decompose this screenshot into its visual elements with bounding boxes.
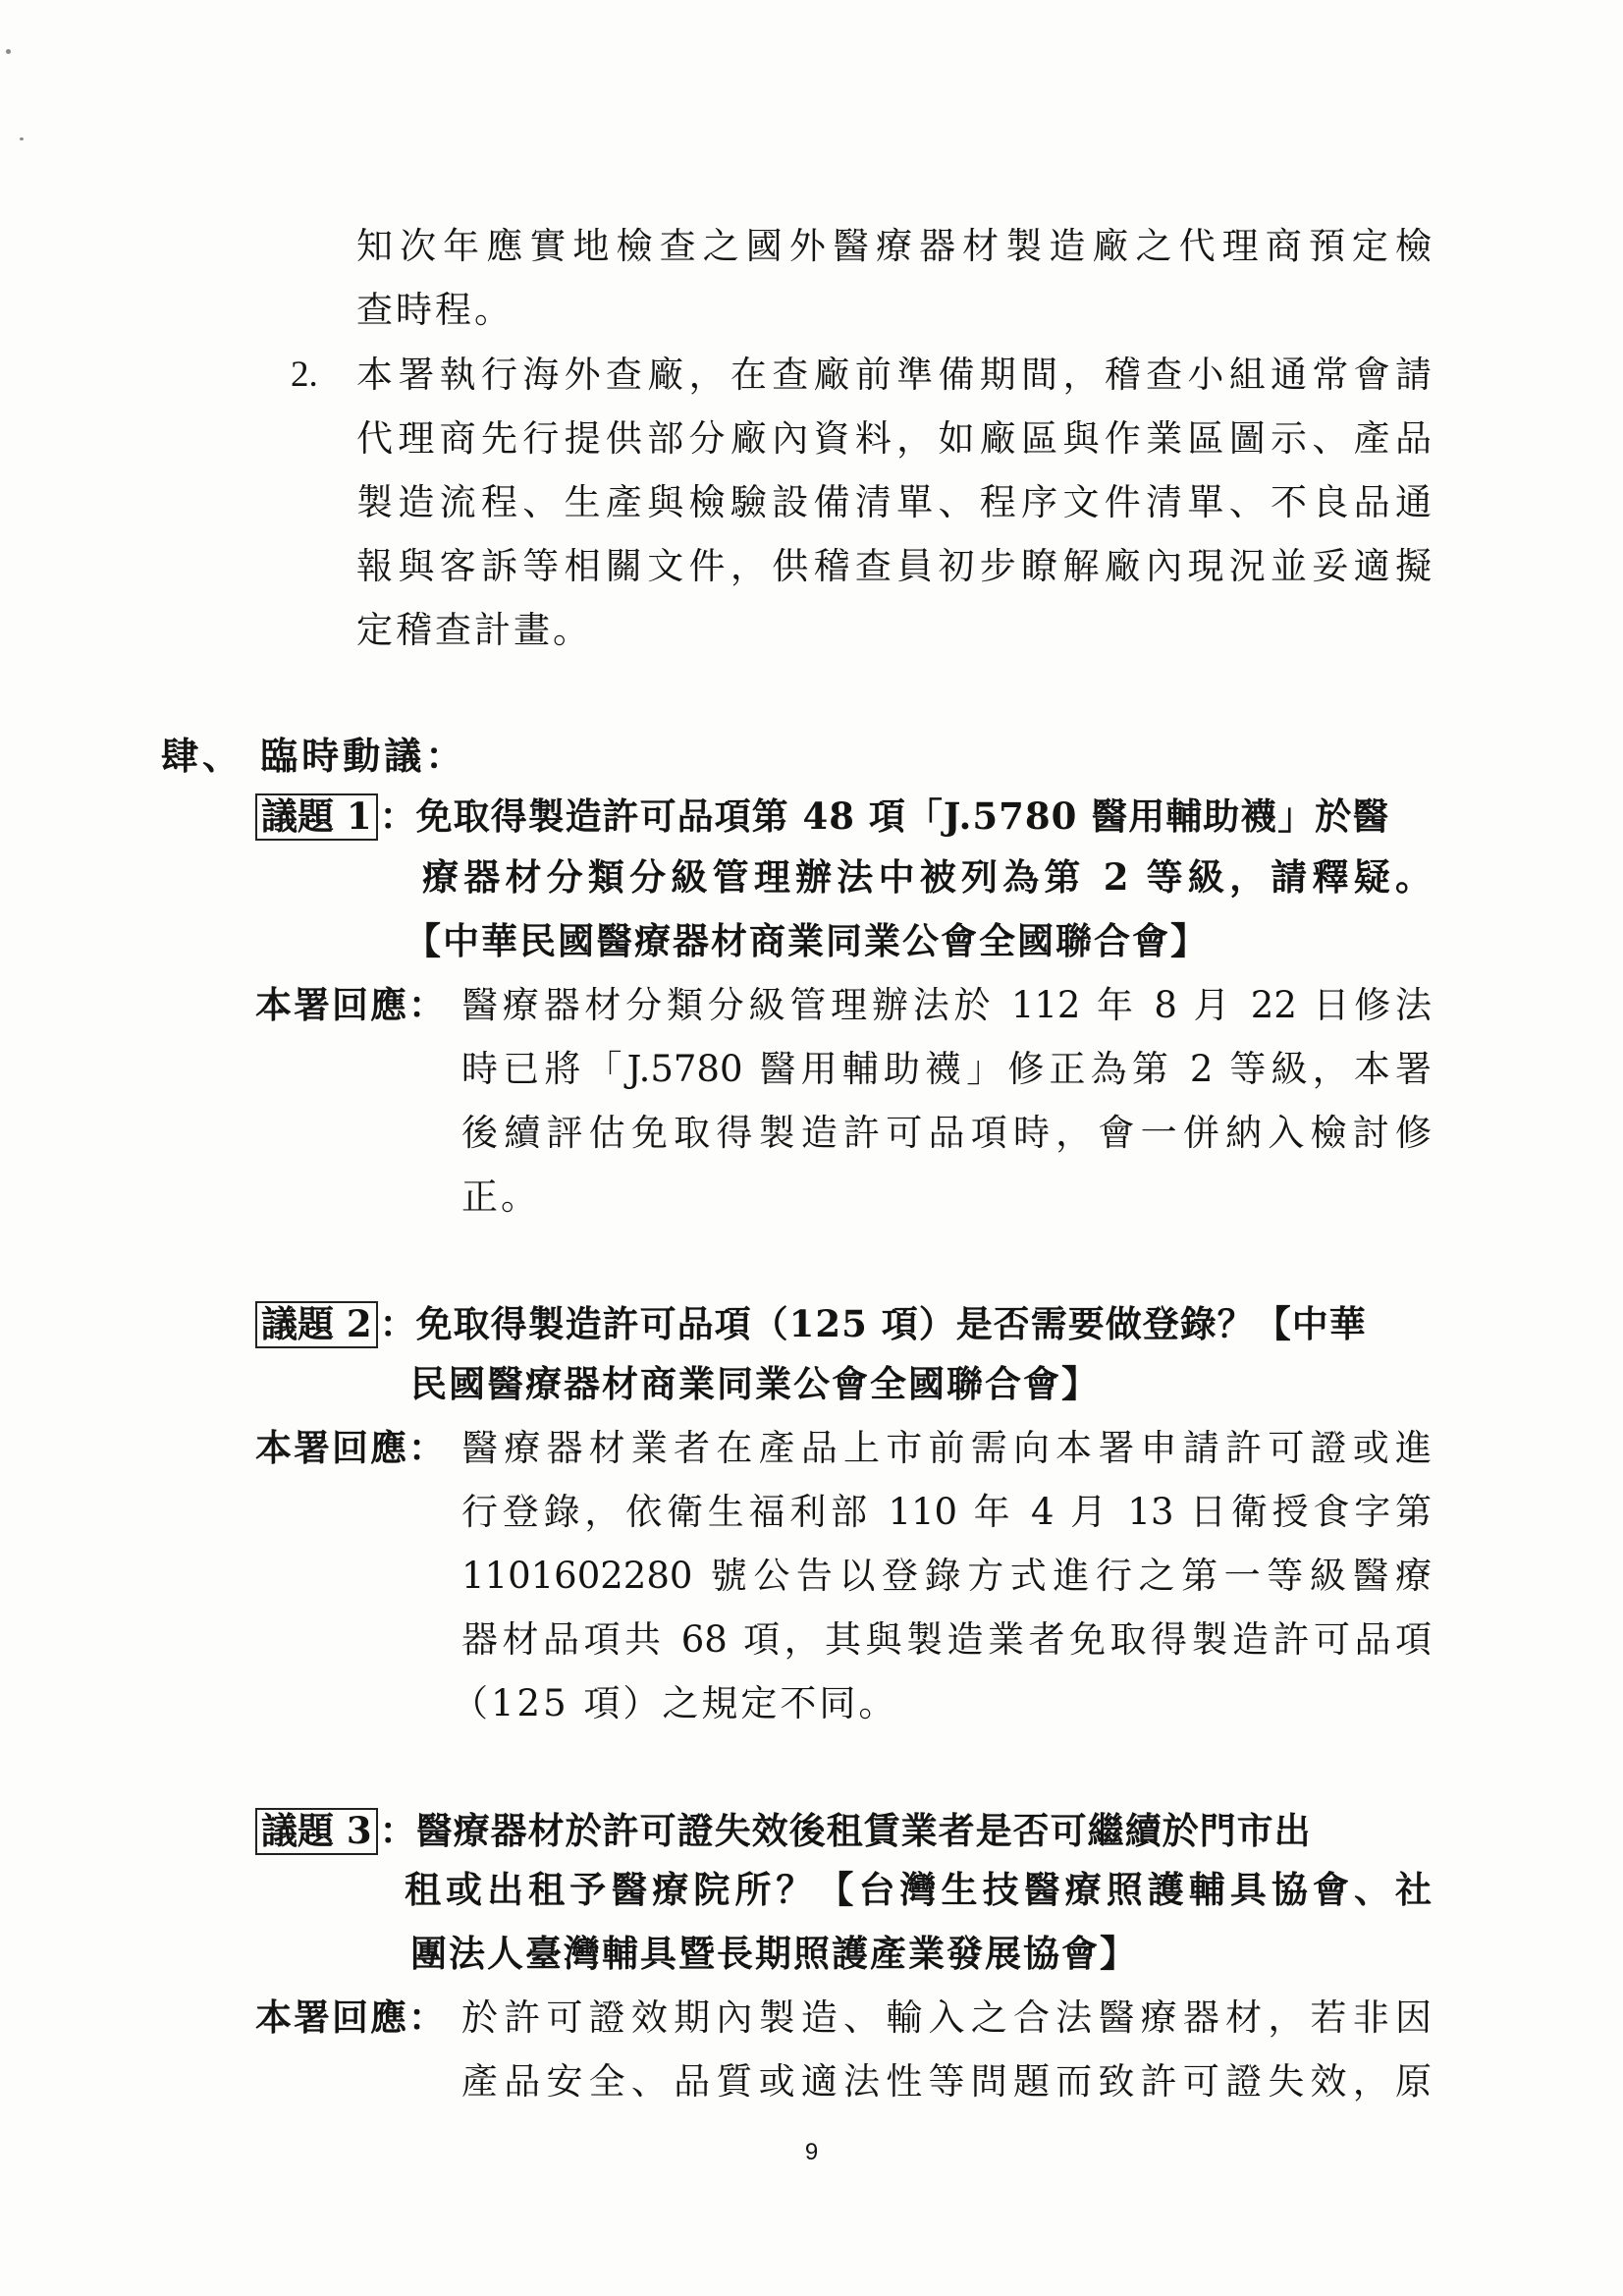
continuation-line-2: 查時程。 <box>356 289 514 331</box>
issue-1-title-line-1 <box>255 793 1389 841</box>
issue-2-response-line-5: （125 項）之規定不同。 <box>452 1682 898 1724</box>
page-number: 9 <box>804 2139 819 2165</box>
section-heading: 肆、 臨時動議： <box>161 734 467 778</box>
item2-line-3: 製造流程、生產與檢驗設備清單、程序文件清單、不良品通 <box>356 481 1432 523</box>
issue-1-response-line-1: 醫療器材分類分級管理辦法於 112 年 8 月 22 日修法 <box>461 984 1432 1026</box>
issue-2-title-line-1 <box>255 1301 1367 1348</box>
issue-1-response-line-4: 正。 <box>461 1175 540 1218</box>
issue-2-response-line-4: 器材品項共 68 項，其與製造業者免取得製造許可品項 <box>461 1618 1432 1661</box>
item-number: 2. <box>291 355 318 395</box>
item2-line-1: 本署執行海外查廠，在查廠前準備期間，稽查小組通常會請 <box>356 354 1432 396</box>
issue-1-response-line-3: 後續評估免取得製造許可品項時，會一併納入檢討修 <box>461 1112 1432 1154</box>
issue-3-title-line-2: 租或出租予醫療院所？【台灣生技醫療照護輔具協會、社 <box>405 1868 1432 1911</box>
issue-tag: 議題 3 <box>255 1808 378 1855</box>
continuation-line-1: 知次年應實地檢查之國外醫療器材製造廠之代理商預定檢 <box>356 225 1432 267</box>
response-label: 本署回應： <box>255 1426 447 1469</box>
item2-line-5: 定稽查計畫。 <box>356 609 592 651</box>
issue-3-response-line-1: 於許可證效期內製造、輸入之合法醫療器材，若非因 <box>461 1996 1432 2039</box>
issue-3-response-line-2: 產品安全、品質或適法性等問題而致許可證失效，原 <box>461 2060 1432 2103</box>
issue-1-title-line-3: 【中華民國醫療器材商業同業公會全國聯合會】 <box>405 919 1209 962</box>
response-label: 本署回應： <box>255 983 447 1026</box>
issue-title-text: 免取得製造許可品項（125 項）是否需要做登錄？【中華 <box>415 1302 1367 1345</box>
issue-3-title-line-1 <box>255 1808 1312 1855</box>
issue-3-title-line-3: 團法人臺灣輔具暨長期照護產業發展協會】 <box>410 1932 1138 1975</box>
issue-2-response-line-2: 行登錄，依衛生福利部 110 年 4 月 13 日衛授食字第 <box>461 1491 1432 1533</box>
issue-tag: 議題 2 <box>255 1301 378 1348</box>
issue-tag: 議題 1 <box>255 793 378 841</box>
item2-line-2: 代理商先行提供部分廠內資料，如廠區與作業區圖示、產品 <box>356 417 1432 460</box>
issue-colon: ： <box>379 794 416 838</box>
issue-1-response-line-2: 時已將「J.5780 醫用輔助襪」修正為第 2 等級，本署 <box>461 1048 1432 1090</box>
issue-1-title-line-2: 療器材分類分級管理辦法中被列為第 2 等級，請釋疑。 <box>422 855 1432 899</box>
issue-2-title-line-2: 民國醫療器材商業同業公會全國聯合會】 <box>410 1362 1100 1405</box>
issue-title-text: 免取得製造許可品項第 48 項「J.5780 醫用輔助襪」於醫 <box>415 794 1390 838</box>
scan-speck <box>20 137 24 140</box>
item2-line-4: 報與客訴等相關文件，供稽查員初步瞭解廠內現況並妥適擬 <box>356 545 1432 587</box>
issue-colon: ： <box>379 1809 416 1852</box>
scan-speck <box>6 49 11 54</box>
issue-2-response-line-3: 1101602280 號公告以登錄方式進行之第一等級醫療 <box>461 1555 1432 1597</box>
issue-2-response-line-1: 醫療器材業者在產品上市前需向本署申請許可證或進 <box>461 1427 1432 1469</box>
response-label: 本署回應： <box>255 1995 447 2039</box>
issue-colon: ： <box>379 1302 416 1345</box>
issue-title-text: 醫療器材於許可證失效後租賃業者是否可繼續於門市出 <box>415 1809 1312 1852</box>
